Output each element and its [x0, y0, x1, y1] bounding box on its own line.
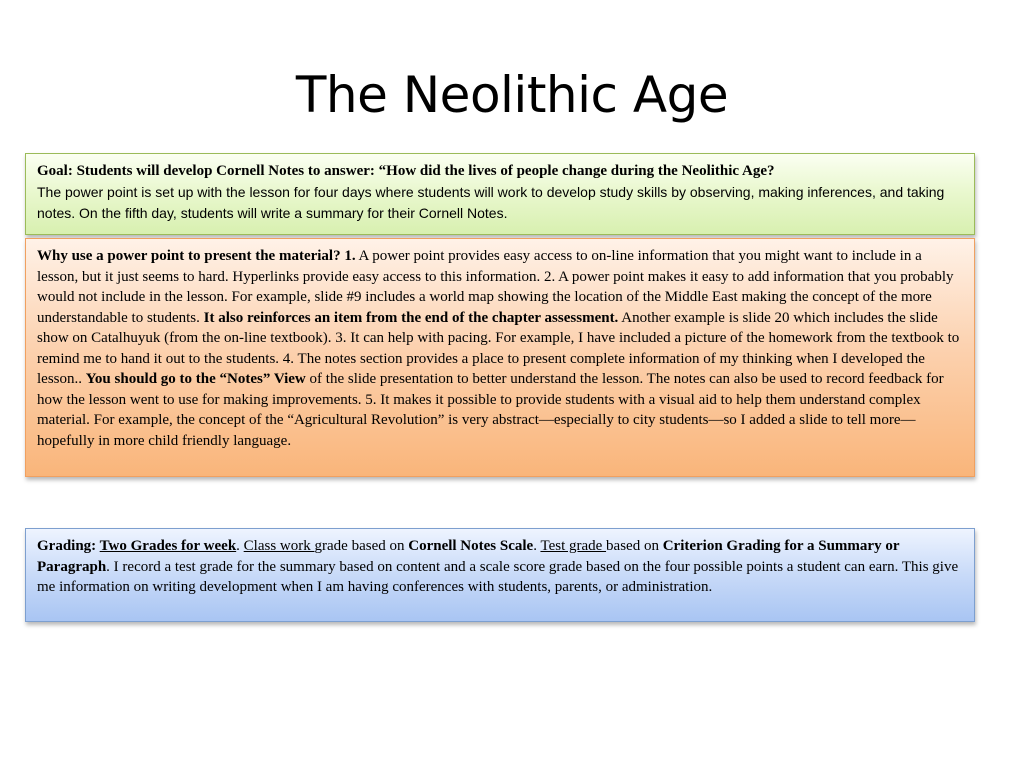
class-work-text: Class work [243, 538, 315, 554]
grading-box [25, 528, 975, 622]
test-grade-text: Test grade [540, 538, 607, 554]
goal-body: The power point is set up with the lesson for four days where students will work to develop study skills by observing, making inferences, and taking notes. On the fifth day, students will write a summary for their Cornell Notes. [37, 183, 945, 221]
why-text-2: Another example is slide 20 which includes the slide show on Catalhuyuk (from the on-line textbook). 3. It can help with pacing. For example, I have included a picture of the homework from the textbook to remind me to hand it out to the students. 4. The notes section provides a place to present complete information of my thinking when I developed the lesson.. [37, 309, 960, 387]
why-text-3: of the slide presentation to better understand the lesson. The notes can also be used to record feedback for how the lesson went to use for making improvements. 5. It makes it possible to provide students with a visual aid to help them understand complex material. For example, the concept of the “Agricultural Revolution” is very abstract—especially to city students—so I added a slide to tell more—hopefully in more child friendly language. [37, 371, 944, 449]
criterion-grading-text: Criterion Grading for a Summary or Paragraph [37, 538, 900, 575]
grading-text-1: . [236, 538, 244, 554]
grading-text-3: . [533, 538, 541, 554]
grading-text-5: . I record a test grade for the summary based on content and a scale score grade based on the four possible points a student can earn. This give me information on writing development when I am having conferences with students, parents, or administration. [37, 558, 959, 595]
grading-text-4: based on [606, 538, 663, 554]
goal-box [25, 153, 975, 235]
slide-title: The Neolithic Age [295, 66, 729, 124]
goal-heading: Goal: Students will develop Cornell Notes to answer: “How did the lives of people change during the Neolithic Age? [37, 163, 775, 179]
grading-label: Grading: [37, 538, 100, 554]
why-use-powerpoint-box [25, 238, 975, 477]
two-grades-text: Two Grades for week [99, 538, 237, 554]
grading-text-2: grade based on [314, 538, 409, 554]
why-heading: Why use a power point to present the material? 1. [37, 248, 356, 264]
why-bold-reinforces: It also reinforces an item from the end of the chapter assessment. [203, 309, 619, 326]
cornell-notes-scale-text: Cornell Notes Scale [408, 538, 534, 554]
why-bold-notes-view: You should go to the “Notes” View [85, 371, 306, 387]
why-text-1: A power point provides easy access to on-line information that you might want to include in a lesson, but it just seems to hard. Hyperlinks provide easy access to this information. 2. A power point makes it easy to add information that you probably would not include in the lesson. For example, slide #9 includes a world map showing the location of the Middle East making the concept of the more understandable to students. [37, 248, 954, 326]
